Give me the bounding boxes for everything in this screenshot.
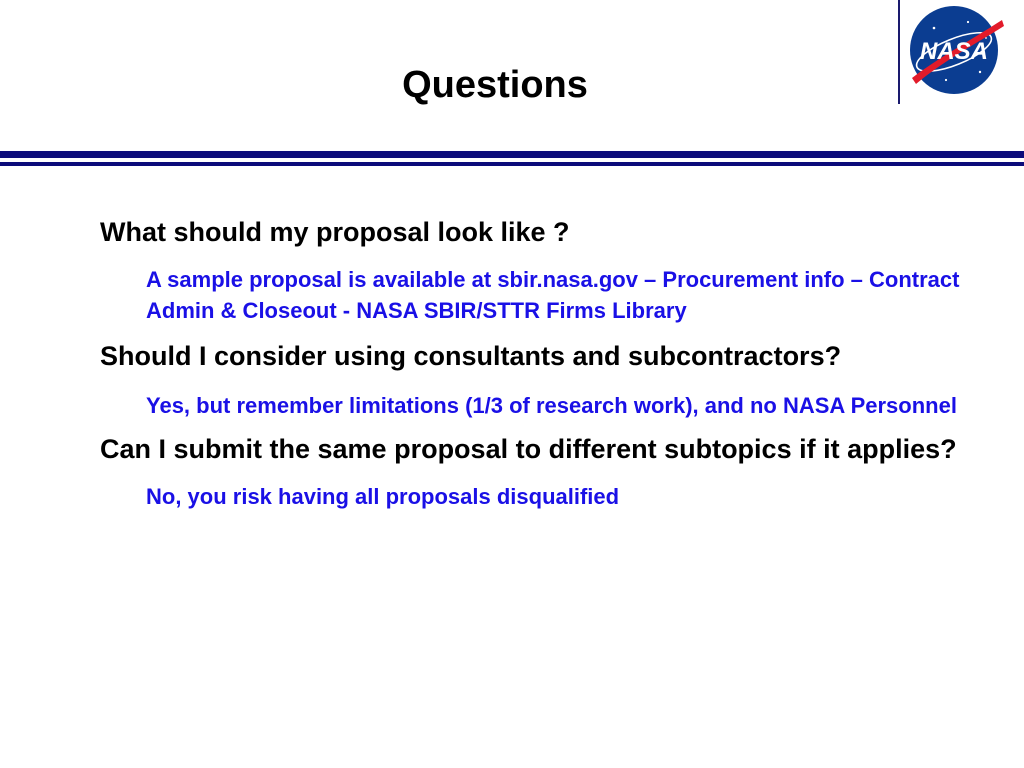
question-1: What should my proposal look like ? <box>100 217 570 247</box>
qa-list <box>100 214 960 512</box>
header-rule-thin <box>0 162 1024 166</box>
answer-3: No, you risk having all proposals disqualified <box>146 484 620 509</box>
question-2: Should I consider using consultants and subcontractors? <box>100 341 842 371</box>
question-3: Can I submit the same proposal to different subtopics if it applies? <box>100 434 957 464</box>
nasa-meatball-icon <box>898 0 1024 104</box>
answer-2: Yes, but remember limitations (1/3 of research work), and no NASA Personnel <box>146 393 957 418</box>
answer-1: A sample proposal is available at sbir.nasa.gov – Procurement info – Contract Admin & Closeout - NASA SBIR/STTR Firms Library <box>146 267 960 323</box>
slide-title: Questions <box>402 64 588 106</box>
nasa-logo <box>898 0 1024 104</box>
header-rule-thick <box>0 151 1024 158</box>
logo-text: NASA <box>919 38 989 65</box>
